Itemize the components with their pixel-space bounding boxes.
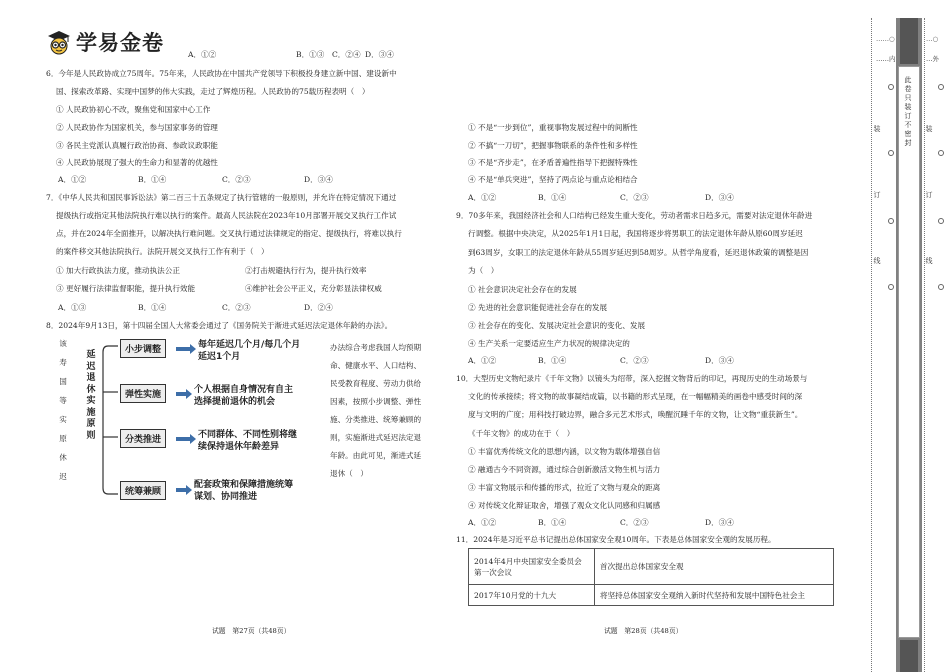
option-d: D．③④ xyxy=(304,175,333,184)
question-7-line: 点，并在2024年全面推开，以解决执行难问题。交叉执行通过法律规定的指定、提级执行，将难以执行 xyxy=(56,229,402,238)
question-7-item: ②打击规避执行行为，提升执行效率 xyxy=(245,266,367,275)
page-footer: 试题 第28页（共48页） xyxy=(604,627,683,635)
question-10-item: ② 融通古今不同资源，通过综合创新激活文物生机与活力 xyxy=(468,465,661,474)
question-9-item: ④ 生产关系一定要适应生产力状况的规律决定的 xyxy=(468,339,630,348)
question-9-item: ③ 社会存在的变化、发展决定社会意识的变化、发展 xyxy=(468,321,646,330)
prev-item: ① 不是“一步到位”，重视事物发展过程中的间断性 xyxy=(468,123,638,132)
binding-dot-label: ……○ xyxy=(876,35,895,43)
binding-dot-label: …○ xyxy=(926,35,939,43)
table-cell: 2017年10月党的十九大 xyxy=(469,585,595,606)
diagram-box-small-step: 小步调整 xyxy=(120,339,166,358)
arrow-icon xyxy=(176,347,190,351)
binding-word: 订 xyxy=(873,191,881,199)
question-9-line: 9．70多年来，我国经济社会和人口结构已经发生重大变化，劳动者需求日趋多元，需要对法定退休年龄进 xyxy=(456,211,813,220)
question-9-item: ① 社会意识决定社会存在的发展 xyxy=(468,285,577,294)
question-7-item: ① 加大行政执法力度，推动执法公正 xyxy=(56,266,180,275)
option-a: A．①③ xyxy=(58,303,87,312)
question-10-item: ④ 对传统文化辩证取舍，增强了观众文化认同感和归属感 xyxy=(468,501,661,510)
option-c: C．②③ xyxy=(620,193,649,202)
diagram-desc: 每年延迟几个月/每几个月 延迟1个月 xyxy=(198,340,301,362)
diagram-desc: 不同群体、不同性别将继 续保持退休年龄差异 xyxy=(198,430,298,452)
option-d: D．③④ xyxy=(705,356,734,365)
page-footer: 试题 第27页（共48页） xyxy=(212,627,291,635)
diagram-bracket xyxy=(0,0,200,510)
binding-hole-icon xyxy=(888,218,894,224)
table-cell: 将坚持总体国家安全观纳入新时代坚持和发展中国特色社会主 xyxy=(595,585,834,606)
option-d: D．③④ xyxy=(705,193,734,202)
question-7-line: 提级执行或指定其他法院执行难以执行的案件。最高人民法院在2023年10月部署开展交叉执行工作试 xyxy=(56,211,397,220)
option-c: C．②③ xyxy=(620,518,649,527)
binding-hole-icon xyxy=(888,284,894,290)
question-10-item: ① 丰富优秀传统文化的思想内涵，以文物为载体增强自信 xyxy=(468,447,661,456)
binding-word: 装 xyxy=(873,125,881,133)
binding-outer-label: …外 xyxy=(926,55,939,63)
question-7-item: ④维护社会公平正义，充分彰显法律权威 xyxy=(245,284,382,293)
question-8-line: 8．2024年9月13日，第十四届全国人大常委会通过了《国务院关于渐进式延迟法定退休年龄的办法》。 xyxy=(46,321,393,330)
question-6-item: ④ 人民政协展现了强大的生命力和显著的优越性 xyxy=(56,158,218,167)
option-c: C．②③ xyxy=(620,356,649,365)
arrow-icon xyxy=(176,392,186,396)
table-row xyxy=(469,549,834,585)
prev-item: ④ 不是“单兵突进”，坚持了两点论与重点论相结合 xyxy=(468,175,638,184)
table-cell: 首次提出总体国家安全观 xyxy=(595,549,834,585)
diagram-desc: 配套政策和保障措施统筹 谋划、协同推进 xyxy=(194,480,294,502)
binding-hole-icon xyxy=(888,150,894,156)
question-10-line: 文化的传承接续；将文物的故事凝结成篇，以书籍的形式呈现，在一幅幅精美的画卷中感受时间的深 xyxy=(468,392,803,401)
question-6-line: 6．今年是人民政协成立75周年。75年来，人民政协在中国共产党领导下积极投身建立新中国、建设新中 xyxy=(46,69,397,78)
binding-word: 线 xyxy=(873,257,881,265)
binding-white-panel xyxy=(898,66,920,638)
binding-hole-icon xyxy=(938,284,944,290)
binding-note: 此 卷 只 装 订 不 密 封 xyxy=(904,76,912,147)
binding-inner-label: ……内 xyxy=(876,55,896,63)
binding-hole-icon xyxy=(938,150,944,156)
option-c: C．②④ xyxy=(332,50,361,59)
binding-inner-line xyxy=(871,18,895,672)
question-10-item: ③ 丰富文物展示和传播的形式，拉近了文物与观众的距离 xyxy=(468,483,661,492)
option-b: B．①④ xyxy=(138,175,167,184)
question-7-item: ③ 更好履行法律监督职能，提升执行效能 xyxy=(56,284,196,293)
diagram-box-classified: 分类推进 xyxy=(120,429,166,448)
question-10-line: 10．大型历史文物纪录片《千年文物》以镜头为绍带，深入挖掘文物背后的印记，再现历史的生动场景与 xyxy=(456,374,808,383)
option-b: B．①④ xyxy=(138,303,167,312)
diagram-center-title: 延 迟 退 休 实 施 原 则 xyxy=(86,350,96,441)
option-a: A．①② xyxy=(468,518,497,527)
option-a: A．①② xyxy=(188,50,217,59)
option-a: A．①② xyxy=(468,193,497,202)
option-b: B．①④ xyxy=(538,518,567,527)
question-10-line: 度与文明的广度；用科技打破边界，融合多元艺术形式，唤醒沉睡千年的文物，让文物“重获新生”。 xyxy=(468,410,803,419)
binding-word: 线 xyxy=(925,257,933,265)
question-9-line: 为（ ） xyxy=(468,266,499,275)
question-9-item: ② 先进的社会意识能促进社会存在的发展 xyxy=(468,303,608,312)
question-7-line: 7．《中华人民共和国民事诉讼法》第二百三十五条规定了执行管辖的一般原则，并允许在特定情况下通过 xyxy=(46,193,397,202)
question-11-line: 11．2024年是习近平总书记提出总体国家安全观10周年。下表是总体国家安全观的发展历程。 xyxy=(456,535,776,544)
arrow-icon xyxy=(176,437,190,441)
option-c: C．②③ xyxy=(222,175,251,184)
question-9-line: 行调整。根据中央决定，从2025年1月1日起，我国将逐步将男职工的法定退休年龄从原60周岁延迟 xyxy=(468,229,803,238)
binding-hole-icon xyxy=(938,218,944,224)
question-6-item: ① 人民政协初心不改，聚焦党和国家中心工作 xyxy=(56,105,211,114)
binding-hole-icon xyxy=(888,84,894,90)
table-cell: 2014年4月中央国家安全委员会第一次会议 xyxy=(469,549,595,585)
binding-hole-icon xyxy=(938,84,944,90)
option-b: B．①④ xyxy=(538,356,567,365)
question-6-item: ② 人民政协作为国家机关，参与国家事务的管理 xyxy=(56,123,218,132)
option-c: C．②③ xyxy=(222,303,251,312)
option-a: A．①② xyxy=(468,356,497,365)
question-9-line: 到63周岁，女职工的法定退休年龄从55周岁延迟到58周岁。从哲学角度看，延迟退休政策的调整是因 xyxy=(468,248,809,257)
question-6-line: 国、探索改革路、实现中国梦的伟大实践，走过了辉煌历程。人民政协的75载历程表明（ ） xyxy=(56,87,370,96)
binding-outer-line xyxy=(924,18,946,672)
question-6-item: ③ 各民主党派认真履行政治协商、参政议政职能 xyxy=(56,141,218,150)
question-7-line: 的案件移交其他法院执行。法院开展交叉执行工作有利于（ ） xyxy=(56,247,269,256)
option-a: A．①② xyxy=(58,175,87,184)
option-d: D．②④ xyxy=(304,303,333,312)
diagram-box-overall: 统筹兼顾 xyxy=(120,481,166,500)
binding-word: 装 xyxy=(925,125,933,133)
question-10-line: 《千年文物》的成功在于（ ） xyxy=(468,429,575,438)
prev-item: ③ 不是“齐步走”，在矛盾普遍性指导下把握特殊性 xyxy=(468,158,638,167)
security-history-table xyxy=(468,548,834,606)
option-d: D．③④ xyxy=(705,518,734,527)
brand-name: 学易金卷 xyxy=(76,31,164,55)
option-d: D．③④ xyxy=(365,50,394,59)
option-b: B．①④ xyxy=(538,193,567,202)
prev-item: ② 不搞“一刀切”，把握事物联系的条件性和多样性 xyxy=(468,141,638,150)
binding-word: 订 xyxy=(925,191,933,199)
binding-dark-top xyxy=(900,18,918,64)
diagram-desc: 个人根据自身情况有自主 选择提前退休的机会 xyxy=(194,385,294,407)
option-b: B．①③ xyxy=(296,50,325,59)
binding-dark-bottom xyxy=(900,640,918,672)
arrow-icon xyxy=(176,488,186,492)
table-row xyxy=(469,585,834,606)
diagram-box-flexible: 弹性实施 xyxy=(120,384,166,403)
